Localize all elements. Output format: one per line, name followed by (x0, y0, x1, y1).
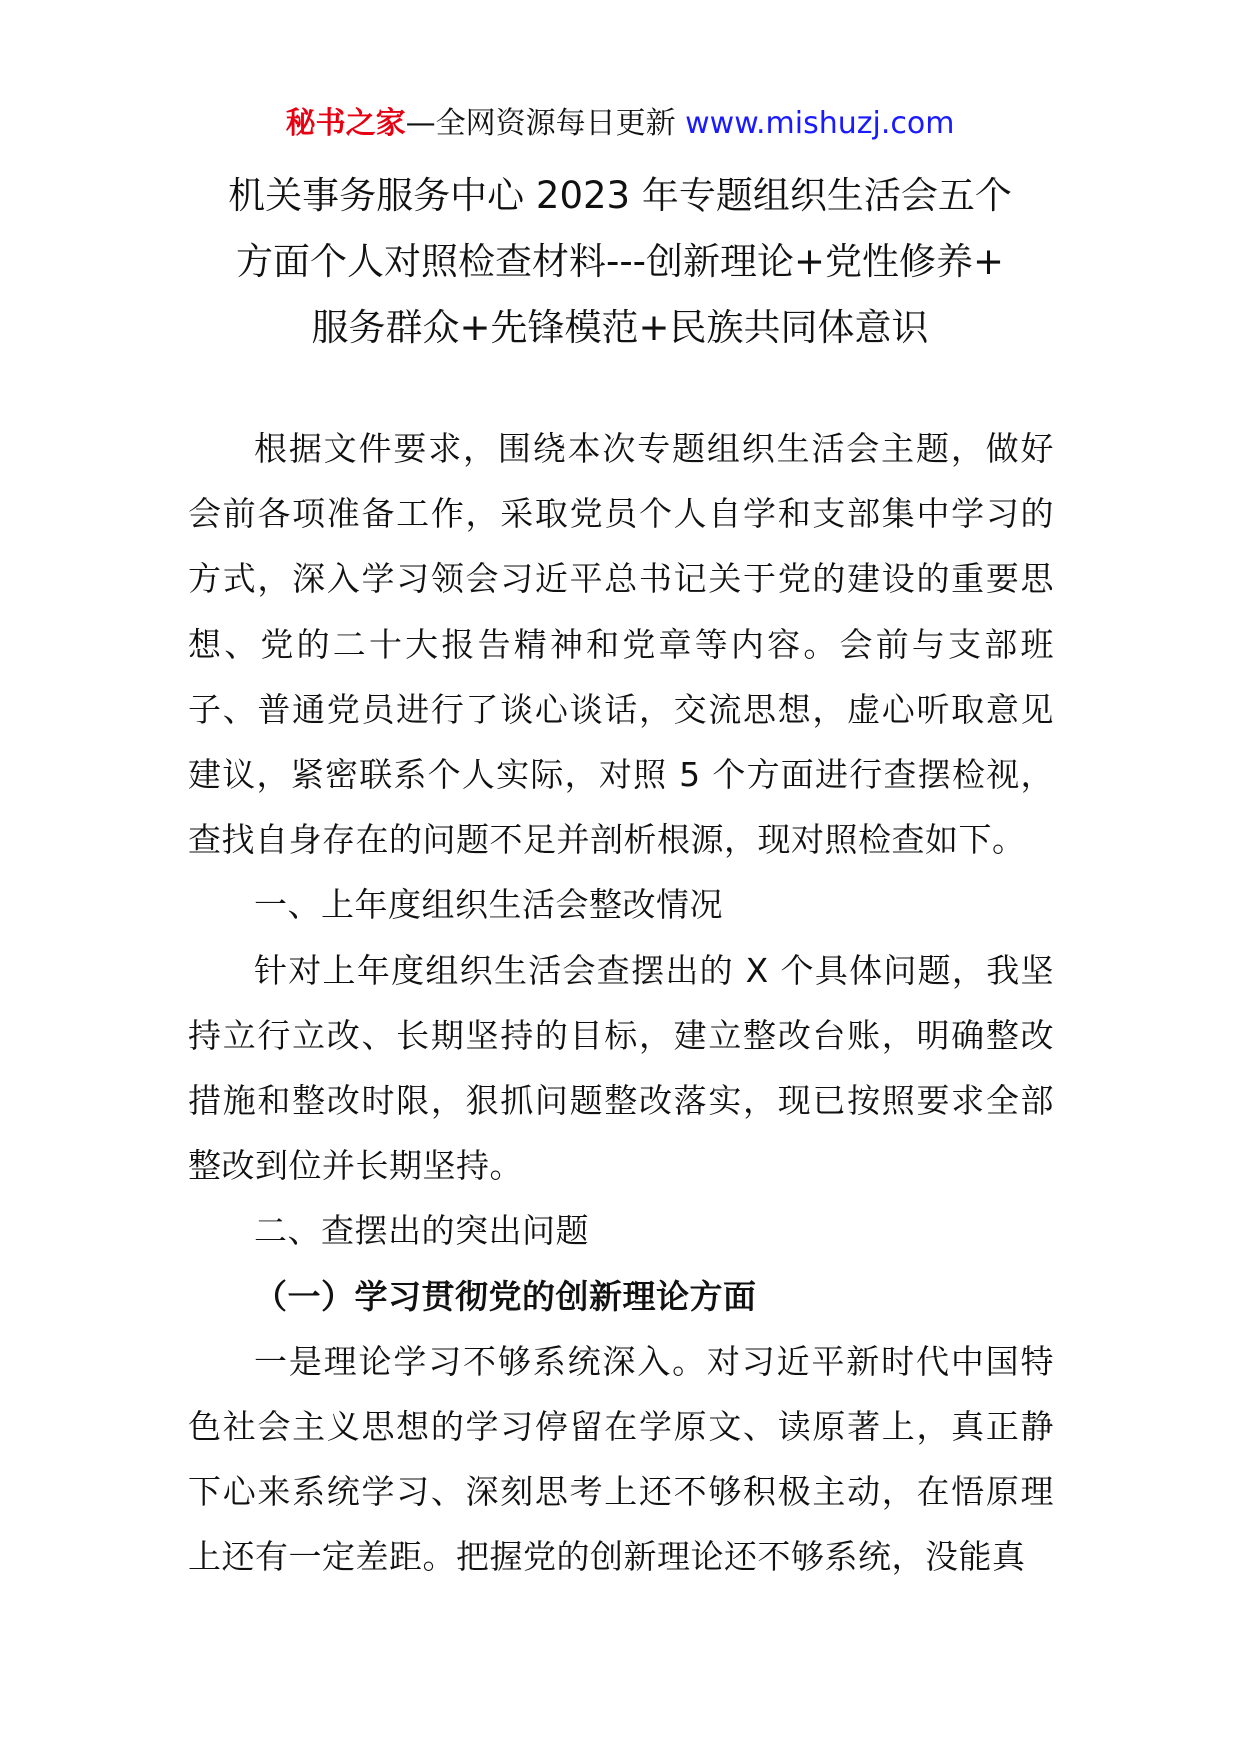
brand-name: 秘书之家 (285, 106, 406, 141)
header-tagline: —全网资源每日更新 (405, 106, 686, 141)
site-header (0, 104, 1240, 144)
subsection-1-heading: （一）学习贯彻党的创新理论方面 (254, 1276, 757, 1316)
intro-paragraph: 根据文件要求，围绕本次专题组织生活会主题，做好会前各项准备工作，采取党员个人自学和支部集中学习的方式，深入学习领会习近平总书记关于党的建设的重要思想、党的二十大报告精神和党章等内容。会前与支部班子、普通党员进行了谈心谈话，交流思想，虚心听取意见建议，紧密联系个人实际，对照 5 个方面进行查摆检视，查找自身存在的问题不足并剖析根源，现对照检查如下。 (188, 429, 1054, 860)
site-url-link[interactable]: www.mishuzj.com (685, 106, 955, 141)
title-line-1: 机关事务服务中心 2023 年专题组织生活会五个 (228, 174, 1012, 217)
title-line-3: 服务群众+先锋模范+民族共同体意识 (311, 306, 929, 349)
section-1-paragraph: 针对上年度组织生活会查摆出的 X 个具体问题，我坚持立行立改、长期坚持的目标，建立整改台账，明确整改措施和整改时限，狠抓问题整改落实，现已按照要求全部整改到位并长期坚持。 (188, 950, 1054, 1186)
title-line-2: 方面个人对照检查材料---创新理论+党性修养+ (235, 240, 1005, 283)
document-title (170, 163, 1070, 361)
subsection-1-paragraph: 一是理论学习不够系统深入。对习近平新时代中国特色社会主义思想的学习停留在学原文、读原著上，真正静下心来系统学习、深刻思考上还不够积极主动，在悟原理上还有一定差距。把握党的创新理论还不够系统，没能真 (188, 1341, 1054, 1577)
document-body (188, 416, 1054, 1590)
section-1-heading: 一、上年度组织生活会整改情况 (254, 885, 723, 925)
section-2-heading: 二、查摆出的突出问题 (254, 1211, 589, 1251)
